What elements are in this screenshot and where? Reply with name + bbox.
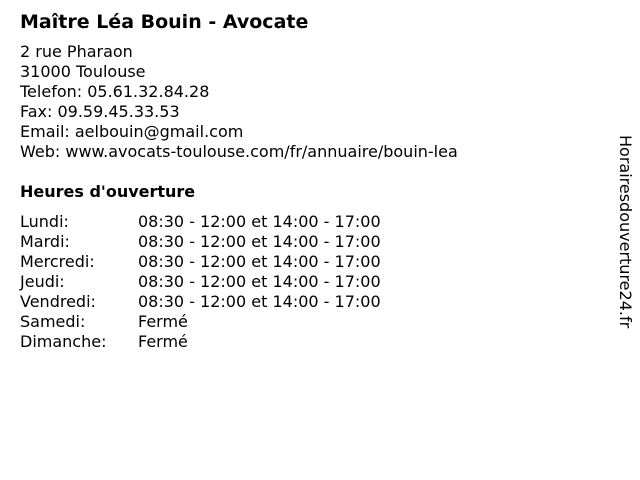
- hours-time: Fermé: [138, 332, 188, 351]
- hours-time: 08:30 - 12:00 et 14:00 - 17:00: [138, 292, 381, 311]
- hours-time: 08:30 - 12:00 et 14:00 - 17:00: [138, 212, 381, 231]
- hours-time: 08:30 - 12:00 et 14:00 - 17:00: [138, 232, 381, 251]
- hours-time: 08:30 - 12:00 et 14:00 - 17:00: [138, 252, 381, 271]
- hours-row-mardi: [20, 232, 600, 252]
- hours-row-mercredi: [20, 252, 600, 272]
- hours-day: Jeudi:: [20, 272, 65, 291]
- hours-day: Vendredi:: [20, 292, 96, 311]
- address-city: 31000 Toulouse: [20, 62, 146, 81]
- hours-time: 08:30 - 12:00 et 14:00 - 17:00: [138, 272, 381, 291]
- hours-table: [20, 212, 600, 352]
- fax-line: Fax: 09.59.45.33.53: [20, 102, 180, 121]
- phone-line: Telefon: 05.61.32.84.28: [20, 82, 210, 101]
- hours-day: Dimanche:: [20, 332, 107, 351]
- address-street: 2 rue Pharaon: [20, 42, 133, 61]
- watermark-text: Horairesdouverture24.fr: [616, 135, 635, 329]
- hours-time: Fermé: [138, 312, 188, 331]
- site-watermark: [610, 135, 640, 375]
- email-line: Email: aelbouin@gmail.com: [20, 122, 244, 141]
- hours-row-jeudi: [20, 272, 600, 292]
- web-line: Web: www.avocats-toulouse.com/fr/annuaire/bouin-lea: [20, 142, 458, 161]
- hours-row-samedi: [20, 312, 600, 332]
- hours-row-lundi: [20, 212, 600, 232]
- hours-heading: Heures d'ouverture: [20, 182, 196, 201]
- hours-day: Samedi:: [20, 312, 86, 331]
- contact-block: [20, 42, 600, 162]
- hours-row-dimanche: [20, 332, 600, 352]
- hours-day: Mardi:: [20, 232, 70, 251]
- hours-row-vendredi: [20, 292, 600, 312]
- business-name: Maître Léa Bouin - Avocate: [20, 11, 309, 33]
- business-card: [20, 10, 600, 352]
- hours-day: Lundi:: [20, 212, 69, 231]
- hours-day: Mercredi:: [20, 252, 95, 271]
